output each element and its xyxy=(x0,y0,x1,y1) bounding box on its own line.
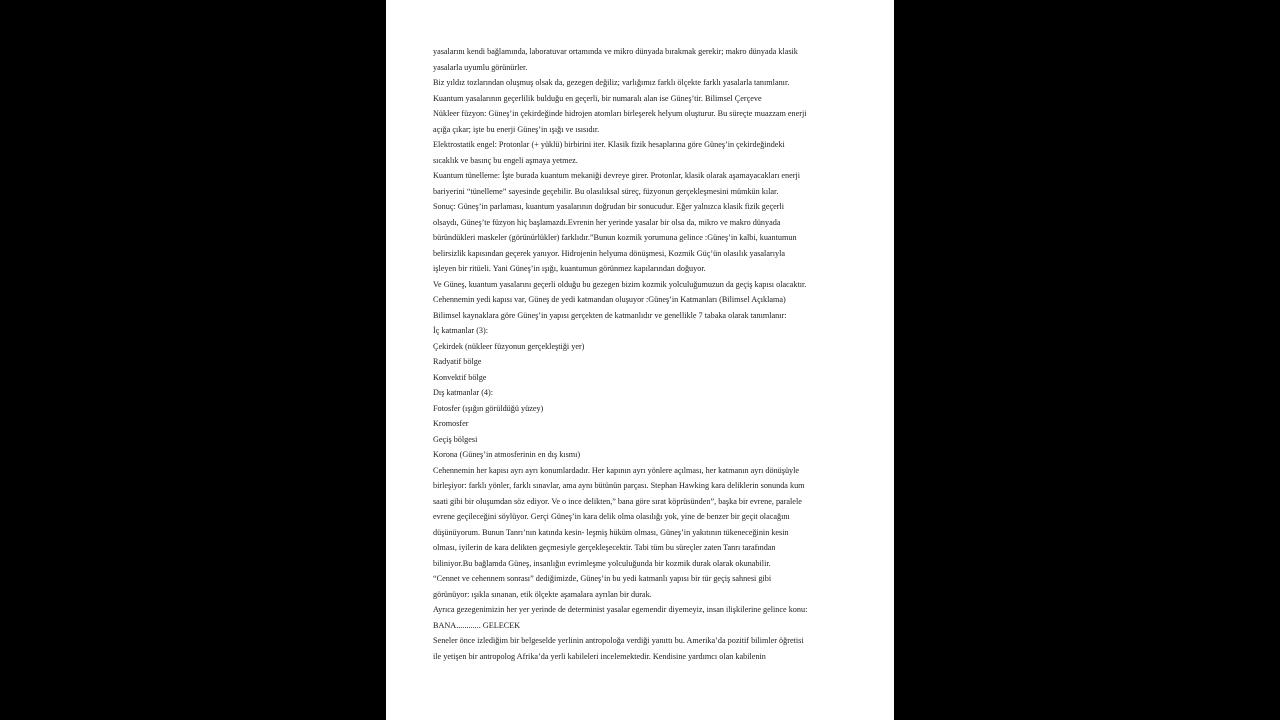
text-line: Geçiş bölgesi xyxy=(433,434,478,444)
text-line: Nükleer füzyon: Güneş’in çekirdeğinde hidrojen atomları birleşerek helyum oluşturur. Bu süreçte muazzam enerji xyxy=(433,109,807,118)
text-line: olması, iyilerin de kara delikten geçmesiyle gerçekleşecektir. Tabi tüm bu süreçler zaten Tanrı tarafından xyxy=(433,543,776,552)
text-line: Kuantum tünelleme: İşte burada kuantum mekaniği devreye girer. Protonlar, klasik olarak aşamayacakları enerji xyxy=(433,171,801,180)
text-line: Fotosfer (ışığın görüldüğü yüzey) xyxy=(433,403,544,413)
text-line: açığa çıkar; işte bu enerji Güneş’in ışığı ve ısısıdır. xyxy=(433,124,600,134)
text-line: Dış katmanlar (4): xyxy=(433,388,494,397)
page-text xyxy=(433,44,863,664)
text-line: düşünüyorum. Bunun Tanrı’nın katında kesin- leşmiş hüküm olması, Güneş’in yakıtının tükeneceğinin kesin xyxy=(433,527,789,537)
text-line: BANA............ GELECEK xyxy=(433,620,521,630)
text-line: Çekirdek (nükleer füzyonun gerçekleştiği yer) xyxy=(433,341,585,351)
text-line: Bilimsel kaynaklara göre Güneş’in yapısı gerçekten de katmanlıdır ve genellikle 7 tabaka olarak tanımlanır: xyxy=(433,310,787,320)
text-line: Biz yıldız tozlarından oluşmuş olsak da, gezegen değiliz; varlığımız farklı ölçekte farklı yasalarla tanımlanır. xyxy=(433,78,790,87)
text-line: “Cennet ve cehennem sonrası” dediğimizde, Güneş’in bu yedi katmanlı yapısı bir tür geçiş sahnesi gibi xyxy=(433,574,772,583)
text-line: Ayrıca gezegenimizin her yer yerinde de determinist yasalar egemendir diyemeyiz, insan ilişkilerine gelince konu: xyxy=(433,605,808,614)
text-line: bariyerini “tünelleme” sayesinde geçebilir. Bu olasılıksal süreç, füzyonun gerçekleşmesini mümkün kılar. xyxy=(433,186,779,196)
text-line: Radyatif bölge xyxy=(433,357,482,366)
text-line: yasalarını kendi bağlamında, laboratuvar ortamında ve mikro dünyada bırakmak gerekir; makro dünyada klasik xyxy=(433,47,798,56)
text-line: İç katmanlar (3): xyxy=(433,326,489,335)
text-line: Elektrostatik engel: Protonlar (+ yüklü) birbirini iter. Klasik fizik hesaplarına göre Güneş’in çekirdeğindeki xyxy=(433,140,785,149)
text-line: Korona (Güneş’in atmosferinin en dış kısmı) xyxy=(433,450,581,459)
text-line: Cehennemin yedi kapısı var, Güneş de yedi katmandan oluşuyor :Güneş’in Katmanları (Bilimsel Açıklama) xyxy=(433,295,786,304)
text-line: Seneler önce izlediğim bir belgeselde yerlinin antropoloğa verdiği yanıttı bu. Amerika’da pozitif bilimler öğretisi xyxy=(433,636,804,645)
text-line: olsaydı, Güneş’te füzyon hiç başlamazdı.Evrenin her yerinde yasalar bir olsa da, mikro ve makro dünyada xyxy=(433,217,781,227)
text-line: büründükleri maskeler (görünürlükler) farklıdır.”Bunun kozmik yorumuna gelince :Güneş’in kalbi, kuantumun xyxy=(433,233,797,242)
text-line: evrene geçileceğini söylüyor. Gerçi Güneş’in kara delik olma olasılığı yok, yine de benzer bir geçit olacağını xyxy=(433,512,790,521)
text-line: Kuantum yasalarının geçerlilik bulduğu en geçerli, bir numaralı alan ise Güneş’tir. Bilimsel Çerçeve xyxy=(433,93,762,103)
text-line: saati gibi bir oluşumdan söz ediyor. Ve o ince delikten,” bana göre sırat köprüsünden”, başka bir evrene, paralele xyxy=(433,496,802,506)
text-line: Sonuç: Güneş’in parlaması, kuantum yasalarının doğrudan bir sonucudur. Eğer yalnızca klasik fizik geçerli xyxy=(433,202,785,211)
text-line: Kromosfer xyxy=(433,419,469,428)
text-line: görünüyor: ışıkla sınanan, etik ölçekte aşamalara ayrılan bir durak. xyxy=(433,589,652,599)
text-line: işleyen bir ritüeli. Yani Güneş’in ışığı, kuantumun görünmez kapılarından doğuyor. xyxy=(433,264,706,273)
document-page xyxy=(386,0,894,720)
text-line: birleşiyor: farklı yönler, farklı sınavlar, ama aynı bütünün parçası. Stephan Hawking kara deliklerin sonunda kum xyxy=(433,481,805,490)
text-line: belirsizlik kapısından geçerek yanıyor. Hidrojenin helyuma dönüşmesi, Kozmik Güç’ün olasılık yasalarıyla xyxy=(433,248,785,258)
text-line: Konvektif bölge xyxy=(433,372,487,382)
text-line: biliniyor.Bu bağlamda Güneş, insanlığın evrimleşme yolculuğunda bir kozmik durak olarak okunabilir. xyxy=(433,558,771,568)
text-line: Ve Güneş, kuantum yasalarını geçerli olduğu bu gezegen bizim kozmik yolculuğumuzun da geçiş kapısı olacaktır. xyxy=(433,279,807,289)
text-line: Cehennemin her kapısı ayrı ayrı konumlardadır. Her kapının ayrı yönlere açılması, her katmanın ayrı dönüşüyle xyxy=(433,465,800,475)
text-line: sıcaklık ve basınç bu engeli aşmaya yetmez. xyxy=(433,155,578,165)
text-line: yasalarla uyumlu görünürler. xyxy=(433,62,528,72)
text-line: ile yetişen bir antropolog Afrika’da yerli kabileleri incelemektedir. Kendisine yardımcı olan kabilenin xyxy=(433,651,766,661)
